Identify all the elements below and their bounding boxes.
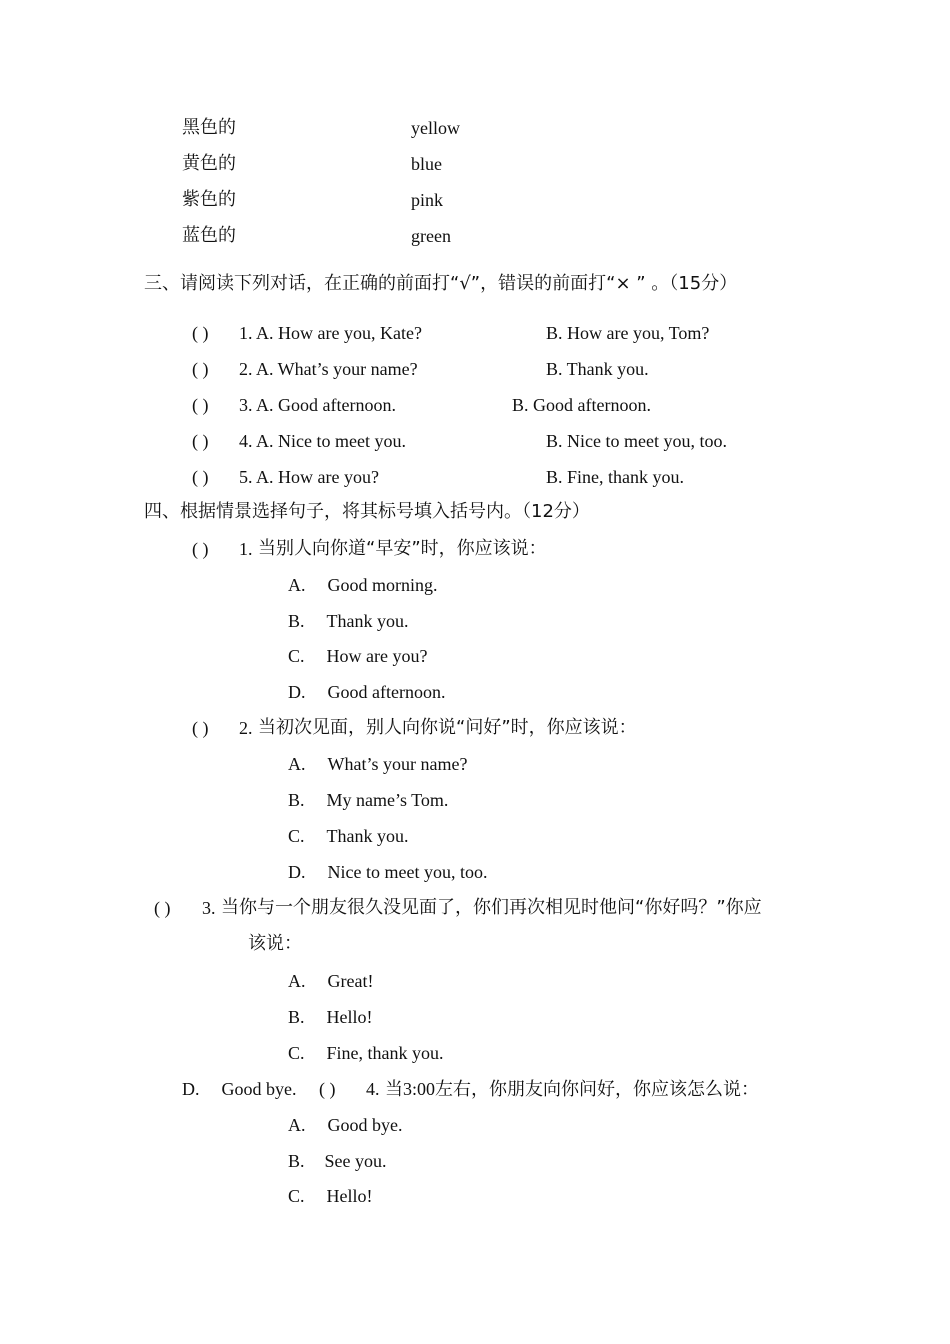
option-a [288,573,438,597]
option-letter: D. [288,862,306,882]
option-text: What’s your name? [327,754,468,774]
option-b [288,609,409,633]
option-a [288,1113,403,1137]
option-letter: C. [288,1186,305,1206]
option-text: See you. [324,1151,387,1171]
match-cn-2: 黄色的 [182,153,236,174]
question-text: 当初次见面，别人向你说“问好”时，你应该说： [258,717,637,738]
option-text: Good bye. [327,1115,403,1135]
answer-paren[interactable]: ( ) [192,395,209,415]
match-en-2: blue [411,154,442,174]
question-number: 4. [366,1079,380,1099]
item-b: B. Nice to meet you, too. [546,431,727,451]
item-a: 1. A. How are you, Kate? [239,323,422,343]
option-letter: A. [288,754,306,774]
match-cn-3: 紫色的 [182,189,236,210]
option-letter: B. [288,790,305,810]
item-a: 2. A. What’s your name? [239,359,418,379]
option-letter: B. [288,1151,305,1171]
item-b: B. Fine, thank you. [546,467,684,487]
question-number: 2. [239,718,253,738]
question-number: 1. [239,539,253,559]
question-text-post: 左右，你朋友向你问好，你应该怎么说： [435,1079,760,1100]
match-en-3: pink [411,190,444,210]
option-letter: A. [288,575,306,595]
answer-paren[interactable]: ( ) [192,323,209,343]
option-d [182,1077,297,1101]
option-letter: A. [288,971,306,991]
match-cn-1: 黑色的 [182,117,236,138]
question-text-continued: 该说： [248,933,302,954]
option-letter: C. [288,1043,305,1063]
option-text: Hello! [326,1186,373,1206]
option-b [288,788,448,812]
option-text: Great! [327,971,374,991]
option-letter: D. [288,682,306,702]
option-b [288,1005,373,1029]
item-a: 5. A. How are you? [239,467,379,487]
question-text: 当你与一个朋友很久没见面了，你们再次相见时他问“你好吗？”你应 [221,897,762,918]
answer-paren[interactable]: ( ) [192,431,209,451]
question-number: 3. [202,898,216,918]
item-a: 3. A. Good afternoon. [239,395,396,415]
option-d [288,860,487,884]
question-text-pre: 当 [385,1079,403,1100]
item-b: B. How are you, Tom? [546,323,710,343]
option-d [288,680,445,704]
option-letter: B. [288,1007,305,1027]
question-time: 3:00 [403,1079,436,1099]
option-text: Nice to meet you, too. [327,862,488,882]
section3-heading: 三、请阅读下列对话，在正确的前面打“√”，错误的前面打“× ” 。（15分） [144,273,738,294]
option-letter: C. [288,646,305,666]
answer-paren[interactable]: ( ) [192,467,209,487]
option-a [288,752,467,776]
option-letter: D. [182,1079,200,1099]
option-c [288,824,409,848]
section4-heading: 四、根据情景选择句子，将其标号填入括号内。（12分） [144,501,590,522]
option-c [288,1041,444,1065]
item-a: 4. A. Nice to meet you. [239,431,406,451]
option-letter: B. [288,611,305,631]
option-text: My name’s Tom. [326,790,449,810]
answer-paren[interactable]: ( ) [192,359,209,379]
answer-paren[interactable]: ( ) [154,898,171,918]
match-cn-4: 蓝色的 [182,225,236,246]
option-text: Good afternoon. [327,682,446,702]
option-text: Good morning. [327,575,438,595]
option-text: Thank you. [326,826,409,846]
question-text [385,1077,759,1102]
option-text: Fine, thank you. [326,1043,444,1063]
option-letter: A. [288,1115,306,1135]
match-en-4: green [411,226,451,246]
option-text: Hello! [326,1007,373,1027]
option-c [288,1184,373,1208]
option-b [288,1149,387,1173]
option-text: Thank you. [326,611,409,631]
answer-paren[interactable]: ( ) [319,1079,336,1099]
option-letter: C. [288,826,305,846]
question-text: 当别人向你道“早安”时，你应该说： [258,538,547,559]
item-b: B. Good afternoon. [512,395,651,415]
item-b: B. Thank you. [546,359,649,379]
option-a [288,969,373,993]
answer-paren[interactable]: ( ) [192,718,209,738]
option-c [288,644,427,668]
answer-paren[interactable]: ( ) [192,539,209,559]
option-text: How are you? [326,646,428,666]
match-en-1: yellow [411,118,460,138]
option-text: Good bye. [221,1079,297,1099]
